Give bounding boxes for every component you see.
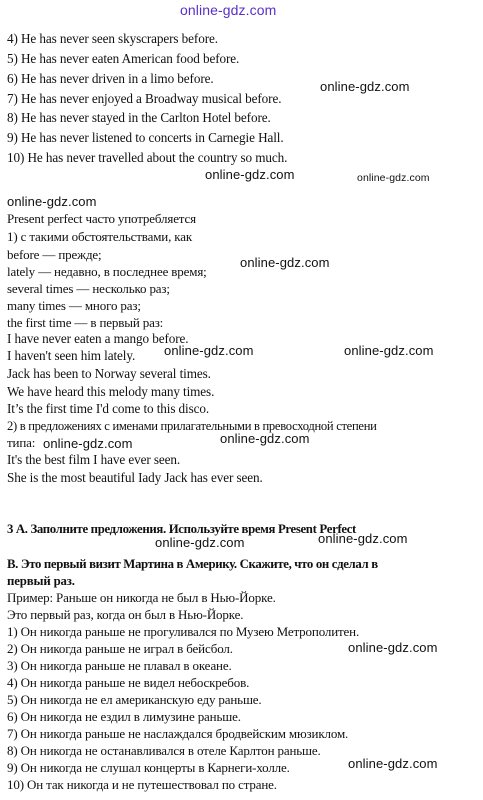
watermark: online-gdz.com (320, 79, 410, 94)
text-line: I haven't seen him lately. (7, 348, 136, 363)
text-line: 6) Он никогда не ездил в лимузине раньше. (7, 709, 241, 724)
watermark: online-gdz.com (43, 436, 133, 451)
text-line: 10) He has never travelled about the country so much. (7, 150, 288, 165)
text-line: lately — недавно, в последнее время; (7, 264, 207, 279)
text-line: 5) Он никогда не ел американскую еду раньше. (7, 692, 262, 707)
text-line: Пример: Раньше он никогда не был в Нью-Йорке. (7, 590, 276, 605)
text-line: the first time — в первый раз: (7, 315, 164, 330)
text-line: 9) He has never listened to concerts in Carnegie Hall. (7, 130, 284, 145)
watermark: online-gdz.com (164, 343, 254, 358)
text-line: 1) Он никогда раньше не прогуливался по Музею Метрополитен. (7, 624, 360, 639)
text-line: Present perfect часто употребляется (7, 211, 196, 226)
text-line: 6) He has never driven in a limo before. (7, 71, 214, 86)
text-line: 5) He has never eaten American food before. (7, 51, 240, 66)
text-line: I have never eaten a mango before. (7, 331, 189, 346)
watermark: online-gdz.com (205, 167, 295, 182)
text-line: 9) Он никогда не слушал концерты в Карнеги-холле. (7, 760, 290, 775)
text-line: It’s the first time I'd come to this disco. (7, 401, 210, 416)
watermark: online-gdz.com (348, 756, 438, 771)
text-line: several times — несколько раз; (7, 281, 170, 296)
watermark: online-gdz.com (318, 531, 408, 546)
text-line: Это первый раз, когда он был в Нью-Йорке. (7, 607, 244, 622)
watermark: online-gdz.com (7, 194, 97, 209)
watermark: online-gdz.com (348, 640, 438, 655)
text-line: before — прежде; (7, 247, 102, 262)
watermark-top: online-gdz.com (180, 2, 277, 18)
text-line: We have heard this melody many times. (7, 384, 215, 399)
watermark: online-gdz.com (155, 535, 245, 550)
text-line: 2) в предложениях с именами прилагательными в превосходной степени (7, 419, 377, 433)
watermark: online-gdz.com (220, 431, 310, 446)
exercise-heading: 3 А. Заполните предложения. Используйте время Present Perfect (7, 522, 356, 536)
watermark: online-gdz.com (240, 255, 330, 270)
text-line: She is the most beautiful Iady Jack has ever seen. (7, 470, 263, 485)
exercise-heading: первый раз. (7, 574, 75, 588)
text-line: 7) Он никогда раньше не наслаждался бродвейским мюзиклом. (7, 726, 349, 741)
text-line: типа: (7, 435, 36, 450)
text-line: 8) Он никогда не останавливался в отеле Карлтон раньше. (7, 743, 321, 758)
text-line: many times — много раз; (7, 298, 141, 313)
text-line: 2) Он никогда раньше не играл в бейсбол. (7, 641, 233, 656)
text-line: 3) Он никогда раньше не плавал в океане. (7, 658, 232, 673)
text-line: It's the best film I have ever seen. (7, 452, 181, 467)
watermark: online-gdz.com (344, 343, 434, 358)
text-line: 10) Он так никогда и не путешествовал по стране. (7, 777, 277, 792)
text-line: 1) с такими обстоятельствами, как (7, 229, 193, 244)
watermark: online-gdz.com (357, 172, 430, 184)
text-line: 7) He has never enjoyed a Broadway musical before. (7, 91, 282, 106)
exercise-heading: В. Это первый визит Мартина в Америку. Скажите, что он сделал в (7, 557, 378, 571)
text-line: 4) He has never seen skyscrapers before. (7, 31, 218, 46)
text-line: Jack has been to Norway several times. (7, 366, 211, 381)
text-line: 8) He has never stayed in the Carlton Hotel before. (7, 110, 271, 125)
text-line: 4) Он никогда раньше не видел небоскребов. (7, 675, 250, 690)
